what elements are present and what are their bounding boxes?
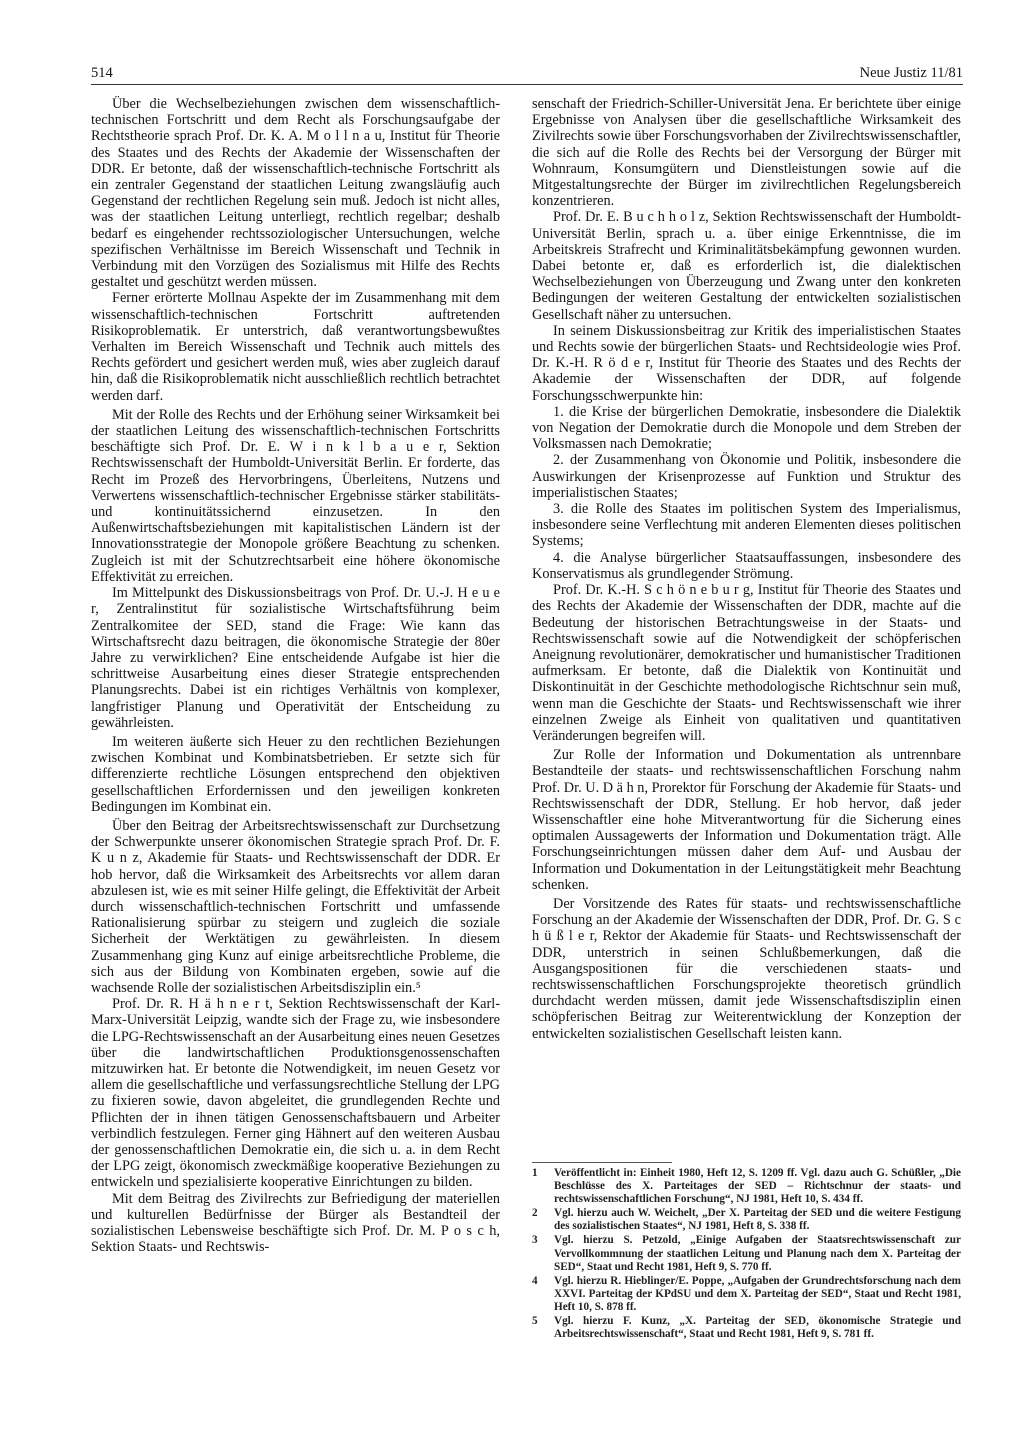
footnote-number: 3 <box>532 1234 538 1247</box>
paragraph: Mit dem Beitrag des Zivilrechts zur Befriedigung der materiellen und kulturellen Bedürfnisse der Bürger als Bestandteil der sozialistischen Lebensweise beschäftigte sich Prof. Dr. M. P o s c h, Sektion Staats- und Rechtswis- <box>91 1190 500 1256</box>
footnote-text: Veröffentlicht in: Einheit 1980, Heft 12, S. 1209 ff. Vgl. dazu auch G. Schüßler, „Die Beschlüsse des X. Parteitages der SED – Richtschnur der staats- und rechtswissenschaftlichen Forschung“, NJ 1981, Heft 10, S. 434 ff. <box>554 1167 961 1206</box>
footnote-number: 4 <box>532 1274 538 1287</box>
page-number: 514 <box>91 65 113 81</box>
header-rule <box>91 84 963 85</box>
footnote <box>532 1275 961 1314</box>
footnote <box>532 1315 961 1341</box>
left-column <box>91 96 500 1255</box>
footnote-text: Vgl. hierzu R. Hieblinger/E. Poppe, „Aufgaben der Grundrechtsforschung nach dem XXVI. Parteitag der KPdSU und dem X. Parteitag der SED“, Staat und Recht 1981, Heft 10, S. 878 ff. <box>554 1274 961 1313</box>
footnote-rule <box>532 1162 672 1163</box>
paragraph: Über die Wechselbeziehungen zwischen dem wissenschaftlich-technischen Fortschritt und dem Recht als Forschungsaufgabe der Rechtstheorie sprach Prof. Dr. K. A. M o l l n a u, Institut für Theorie des Staates und des Rechts der Akademie der Wissenschaften der DDR. Er betonte, daß der wissenschaftlich-technische Fortschritt als ein zentraler Gegenstand der staatlichen Leitung zwangsläufig auch Gegenstand der rechtlichen Regelung sein muß. Jedoch ist nicht alles, was der staatlichen Leitung unterliegt, rechtlich regelbar; deshalb bedarf es eingehender rechtssoziologischer Untersuchungen, welche spezifischen Verhältnisse im Bereich Wissenschaft und Technik in Verbindung mit den Vorzügen des Sozialismus mit Hilfe des Rechts gestaltet und geschützt werden müssen. <box>91 96 500 291</box>
footnote-number: 5 <box>532 1315 538 1328</box>
footnote-text: Vgl. hierzu auch W. Weichelt, „Der X. Parteitag der SED und die weitere Festigung des sozialistischen Staates“, NJ 1981, Heft 8, S. 338 ff. <box>554 1207 961 1233</box>
footnotes <box>532 1167 961 1342</box>
paragraph: Der Vorsitzende des Rates für staats- und rechtswissenschaftliche Forschung an der Akademie der Wissenschaften der DDR, Prof. Dr. G. S c h ü ß l e r, Rektor der Akademie für Staats- und Rechtswissenschaft der DDR, unterstrich in seinen Schlußbemerkungen, daß die Ausgangspositionen für die verschiedenen staats- und rechtswissenschaftlichen Forschungsprojekte theoretisch gründlich durchdacht werden müssen, damit jede Wissenschaftsdisziplin einen schöpferischen Beitrag zur Weiterentwicklung der Konzeption der entwickelten sozialistischen Gesellschaft leisten kann. <box>532 895 961 1042</box>
list-item: 2. der Zusammenhang von Ökonomie und Politik, insbesondere die Auswirkungen der Krisenprozesse auf Funktion und Struktur des imperialistischen Staates; <box>532 452 961 501</box>
paragraph: Prof. Dr. K.-H. S c h ö n e b u r g, Institut für Theorie des Staates und des Rechts der Akademie der Wissenschaften der DDR, machte auf die Bedeutung der historischen Betrachtungsweise in der Staats- und Rechtswissenschaft sowie auf die Notwendigkeit der schöpferischen Aneignung revolutionärer, demokratischer und humanistischer Traditionen aufmerksam. Er betonte, daß die Dialektik von Kontinuität und Diskontinuität in der Geschichte methodologische Richtschnur sein muß, wenn man die Geschichte der Staats- und Rechtswissenschaft wie ihrer einzelnen Zweige als Einheit von qualitativen und quantitativen Veränderungen begreifen will. <box>532 582 961 744</box>
list-item: 3. die Rolle des Staates im politischen System des Imperialismus, insbesondere seine Verflechtung mit anderen Elementen dieses politischen Systems; <box>532 501 961 550</box>
paragraph: Prof. Dr. R. H ä h n e r t, Sektion Rechtswissenschaft der Karl-Marx-Universität Leipzig, wandte sich der Frage zu, wie insbesondere die LPG-Rechtswissenschaft an der Ausarbeitung eines neuen Gesetzes über die landwirtschaftlichen Produktionsgenossenschaften mitzuwirken hat. Er betonte die Notwendigkeit, im neuen Gesetz vor allem die gesellschaftliche und verfassungsrechtliche Stellung der LPG zu fixieren sowie, davon abgeleitet, die grundlegenden Rechte und Pflichten der in ihnen tätigen Genossenschaftsbauern und Arbeiter verbindlich festzulegen. Ferner ging Hähnert auf den weiteren Ausbau der genossenschaftlichen Demokratie ein, die sich u. a. in dem Recht der LPG zeigt, ökonomisch zweckmäßige kooperative Beziehungen zu entwickeln und spezialisierte kooperative Einrichtungen zu bilden. <box>91 996 500 1191</box>
list-item: 1. die Krise der bürgerlichen Demokratie, insbesondere die Dialektik von Negation der Demokratie durch die Monopole und dem Streben der Volksmassen nach Demokratie; <box>532 403 961 453</box>
right-column <box>532 96 961 1042</box>
paragraph: Im weiteren äußerte sich Heuer zu den rechtlichen Beziehungen zwischen Kombinat und Kombinatsbetrieben. Er setzte sich für differenzierte rechtliche Lösungen entsprechend den objektiven gesellschaftlichen Erfordernissen und den jeweiligen konkreten Bedingungen im Kombinat ein. <box>91 733 500 815</box>
footnote <box>532 1207 961 1233</box>
footnote-text: Vgl. hierzu F. Kunz, „X. Parteitag der SED, ökonomische Strategie und Arbeitsrechtswissenschaft“, Staat und Recht 1981, Heft 9, S. 781 ff. <box>554 1315 961 1341</box>
paragraph: Prof. Dr. E. B u c h h o l z, Sektion Rechtswissenschaft der Humboldt-Universität Berlin, sprach u. a. über einige Erkenntnisse, die im Arbeitskreis Strafrecht und Kriminalitätsbekämpfung gewonnen wurden. Dabei betonte er, daß es erforderlich ist, die dialektischen Wechselbeziehungen von Überzeugung und Zwang unter den konkreten Bedingungen der weiteren Gestaltung der entwickelten sozialistischen Gesellschaft näher zu untersuchen. <box>532 209 961 323</box>
paragraph: Zur Rolle der Information und Dokumentation als untrennbare Bestandteile der staats- und rechtswissenschaftlichen Forschung nahm Prof. Dr. U. D ä h n, Prorektor für Forschung der Akademie für Staats- und Rechtswissenschaft der DDR, Stellung. Er hob hervor, daß jeder Wissenschaftler eine hohe Mitverantwortung für die Sicherung eines optimalen Aussagewerts der Information und Dokumentation trägt. Alle Forschungseinrichtungen müssen daher dem Auf- und Ausbau der Information und Dokumentation in der Leitungstätigkeit mehr Beachtung schenken. <box>532 747 961 893</box>
paragraph: Über den Beitrag der Arbeitsrechtswissenschaft zur Durchsetzung der Schwerpunkte unserer ökonomischen Strategie sprach Prof. Dr. F. K u n z, Akademie für Staats- und Rechtswissenschaft der DDR. Er hob hervor, daß die Wirksamkeit des Arbeitsrechts vor allem daran abzulesen ist, wie es mit seiner Hilfe gelingt, die Effektivität der Arbeit durch wissenschaftlich-technischen Fortschritt und umfassende Rationalisierung spürbar zu steigern und zugleich die soziale Sicherheit der Werktätigen zu gewährleisten. In diesem Zusammenhang ging Kunz auf einige arbeitsrechtliche Probleme, die sich aus der Bildung von Kombinaten ergeben, sowie auf die wachsende Rolle der sozialistischen Arbeitsdisziplin ein.⁵ <box>91 817 500 996</box>
footnote <box>532 1167 961 1206</box>
list-item: 4. die Analyse bürgerlicher Staatsauffassungen, insbesondere des Konservatismus als grundlegender Strömung. <box>532 549 961 582</box>
paragraph: Mit der Rolle des Rechts und der Erhöhung seiner Wirksamkeit bei der staatlichen Leitung des wissenschaftlich-technischen Fortschritts beschäftigte sich Prof. Dr. E. W i n k l b a u e r, Sektion Rechtswissenschaft der Humboldt-Universität Berlin. Er forderte, das Recht im Prozeß des Hervorbringens, Überleitens, Nutzens und Verwertens wissenschaftlich-technischer Ergebnisse stärker stabilitäts- und kontinuitätssichernd einzusetzen. In den Außenwirtschaftsbeziehungen mit kapitalistischen Ländern ist der Innovationsstrategie der Monopole größere Beachtung zu schenken. Zugleich ist mit der Schutzrechtsarbeit eine höhere ökonomische Effektivität zu erreichen. <box>91 406 500 585</box>
paragraph: Ferner erörterte Mollnau Aspekte der im Zusammenhang mit dem wissenschaftlich-technischen Fortschritt auftretenden Risikoproblematik. Er unterstrich, daß verantwortungsbewußtes Verhalten im Bereich Wissenschaft und Technik auch mittels des Rechts gefördert und gesichert werden muß, wies aber zugleich darauf hin, daß die Risikoproblematik nicht ausschließlich rechtlich betrachtet werden darf. <box>91 290 500 404</box>
paragraph: senschaft der Friedrich-Schiller-Universität Jena. Er berichtete über einige Ergebnisse von Analysen über die gesellschaftliche Wirksamkeit des Zivilrechts sowie über Forschungsvorhaben der Zivilrechtswissenschaftler, die sich auf die Rolle des Rechts bei der Versorgung der Bürger mit Wohnraum, Konsumgütern und Dienstleistungen sowie auf die Mitgestaltungsrechte der Bürger im zivilrechtlichen Regelungsbereich konzentrieren. <box>532 96 962 210</box>
paragraph: Im Mittelpunkt des Diskussionsbeitrags von Prof. Dr. U.-J. H e u e r, Zentralinstitut für sozialistische Wirtschaftsführung beim Zentralkomitee der SED, stand die Frage: Wie kann das Wirtschaftsrecht dazu beitragen, die ökonomische Strategie der 80er Jahre zu verwirklichen? Eine entscheidende Aufgabe ist hier die schrittweise Ausarbeitung eines dieser Strategie entsprechenden Planungsrechts. Dabei ist ein richtiges Verhältnis von komplexer, langfristiger Planung und Operativität der Entscheidung zu gewährleisten. <box>91 585 500 731</box>
footnote-number: 1 <box>532 1167 538 1179</box>
footnote <box>532 1234 961 1273</box>
paragraph: In seinem Diskussionsbeitrag zur Kritik des imperialistischen Staates und Rechts sowie der bürgerlichen Staats- und Rechtsideologie wies Prof. Dr. K.-H. R ö d e r, Institut für Theorie des Staates und des Rechts der Akademie der Wissenschaften der DDR, auf folgende Forschungsschwerpunkte hin: <box>532 322 961 404</box>
footnote-text: Vgl. hierzu S. Petzold, „Einige Aufgaben der Staatsrechtswissenschaft zur Vervollkommnung der staatlichen Leitung und Planung nach dem X. Parteitag der SED“, Staat und Recht 1981, Heft 9, S. 770 ff. <box>554 1234 961 1273</box>
footnote-number: 2 <box>532 1207 538 1220</box>
journal-issue: Neue Justiz 11/81 <box>859 65 963 81</box>
